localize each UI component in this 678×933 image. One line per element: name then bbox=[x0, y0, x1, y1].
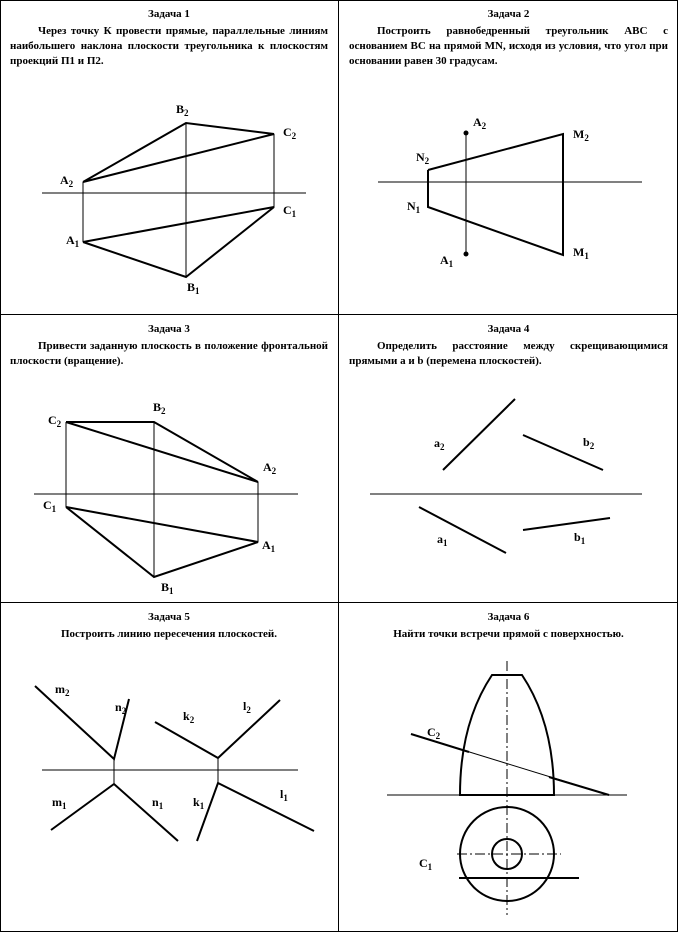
label-c2: $C_2$ bbox=[427, 725, 441, 741]
label-a2: $a_2$ bbox=[434, 436, 445, 452]
task-5-text: Построить линию пересечения плоскостей. bbox=[60, 628, 278, 640]
triangle-front-projection bbox=[66, 422, 258, 482]
task-3-text: Привести заданную плоскость в положение фронтальной плоскости (вращение). bbox=[10, 340, 328, 367]
lines-m2-n2 bbox=[35, 686, 129, 759]
label-m1: $M_1$ bbox=[573, 245, 589, 261]
label-a2: $A_2$ bbox=[473, 115, 487, 131]
mn-segment-projections bbox=[428, 134, 563, 255]
label-b1: $b_1$ bbox=[574, 530, 586, 546]
label-k2: $k_2$ bbox=[183, 709, 195, 725]
label-a1: $a_1$ bbox=[437, 532, 448, 548]
label-m1: $m_1$ bbox=[52, 795, 67, 811]
label-n2: $n_2$ bbox=[115, 700, 127, 716]
task-2-text: Построить равнобедренный треугольник АВС с основанием ВС на прямой MN, исходя из условия, что угол при основании равен 30 градусам. bbox=[349, 25, 668, 67]
label-b2: $B_2$ bbox=[153, 400, 166, 416]
label-b2: $B_2$ bbox=[176, 102, 189, 118]
label-n1: $n_1$ bbox=[152, 795, 164, 811]
point-a2 bbox=[464, 131, 469, 136]
task-1-title: Задача 1 bbox=[148, 8, 190, 20]
task-3-drawing bbox=[0, 315, 338, 602]
label-k1: $k_1$ bbox=[193, 795, 205, 811]
task-4-title: Задача 4 bbox=[487, 323, 530, 335]
label-b1: $B_1$ bbox=[187, 280, 200, 296]
task-1-cell bbox=[0, 0, 338, 314]
triangle-top-projection bbox=[83, 207, 274, 277]
label-a1: $A_1$ bbox=[262, 538, 276, 554]
task-5-drawing bbox=[0, 603, 338, 933]
task-5-title: Задача 5 bbox=[148, 611, 190, 623]
task-2-title: Задача 2 bbox=[487, 8, 530, 20]
task-6-drawing bbox=[339, 603, 678, 933]
task-6-cell bbox=[339, 603, 678, 933]
label-c2: $C_2$ bbox=[48, 413, 62, 429]
line-a2 bbox=[443, 399, 515, 470]
task-4-text: Определить расстояние между скрещивающимися прямыми a и b (перемена плоскостей). bbox=[349, 340, 668, 367]
label-c2: $C_2$ bbox=[283, 125, 297, 141]
label-a2: $A_2$ bbox=[60, 173, 74, 189]
label-b2: $b_2$ bbox=[583, 435, 595, 451]
task-6-text: Найти точки встречи прямой с поверхностью. bbox=[393, 628, 624, 640]
label-n2: $N_2$ bbox=[416, 150, 430, 166]
label-m2: $m_2$ bbox=[55, 682, 70, 698]
task-2-cell bbox=[339, 0, 678, 314]
task-3-cell bbox=[0, 315, 338, 602]
lines-k2-l2 bbox=[155, 700, 280, 758]
task-2-drawing bbox=[339, 0, 678, 314]
task-4-drawing bbox=[339, 315, 678, 602]
lines-m1-n1 bbox=[51, 784, 178, 841]
label-a1: $A_1$ bbox=[66, 233, 80, 249]
lines-k1-l1 bbox=[197, 783, 314, 841]
label-n1: $N_1$ bbox=[407, 199, 421, 215]
task-6-title: Задача 6 bbox=[487, 611, 530, 623]
label-c1: $C_1$ bbox=[43, 498, 57, 514]
label-c1: $C_1$ bbox=[419, 856, 433, 872]
label-l1: $l_1$ bbox=[280, 787, 288, 803]
label-l2: $l_2$ bbox=[243, 699, 251, 715]
label-b1: $B_1$ bbox=[161, 580, 174, 596]
task-3-title: Задача 3 bbox=[148, 323, 190, 335]
triangle-front-projection bbox=[83, 123, 274, 182]
line-a1 bbox=[419, 507, 506, 553]
point-a1 bbox=[464, 252, 469, 257]
triangle-top-projection bbox=[66, 507, 258, 577]
label-a1: $A_1$ bbox=[440, 253, 454, 269]
label-a2: $A_2$ bbox=[263, 460, 277, 476]
label-c1: $C_1$ bbox=[283, 203, 297, 219]
task-4-cell bbox=[339, 315, 678, 602]
task-1-text: Через точку К провести прямые, параллельные линиям наибольшего наклона плоскости треугольника к плоскостям проекций П1 и П2. bbox=[10, 25, 328, 67]
line-c2-outer-right bbox=[549, 777, 609, 795]
task-5-cell bbox=[0, 603, 338, 933]
line-b1 bbox=[523, 518, 610, 530]
task-1-drawing bbox=[0, 0, 338, 314]
label-m2: $M_2$ bbox=[573, 127, 589, 143]
